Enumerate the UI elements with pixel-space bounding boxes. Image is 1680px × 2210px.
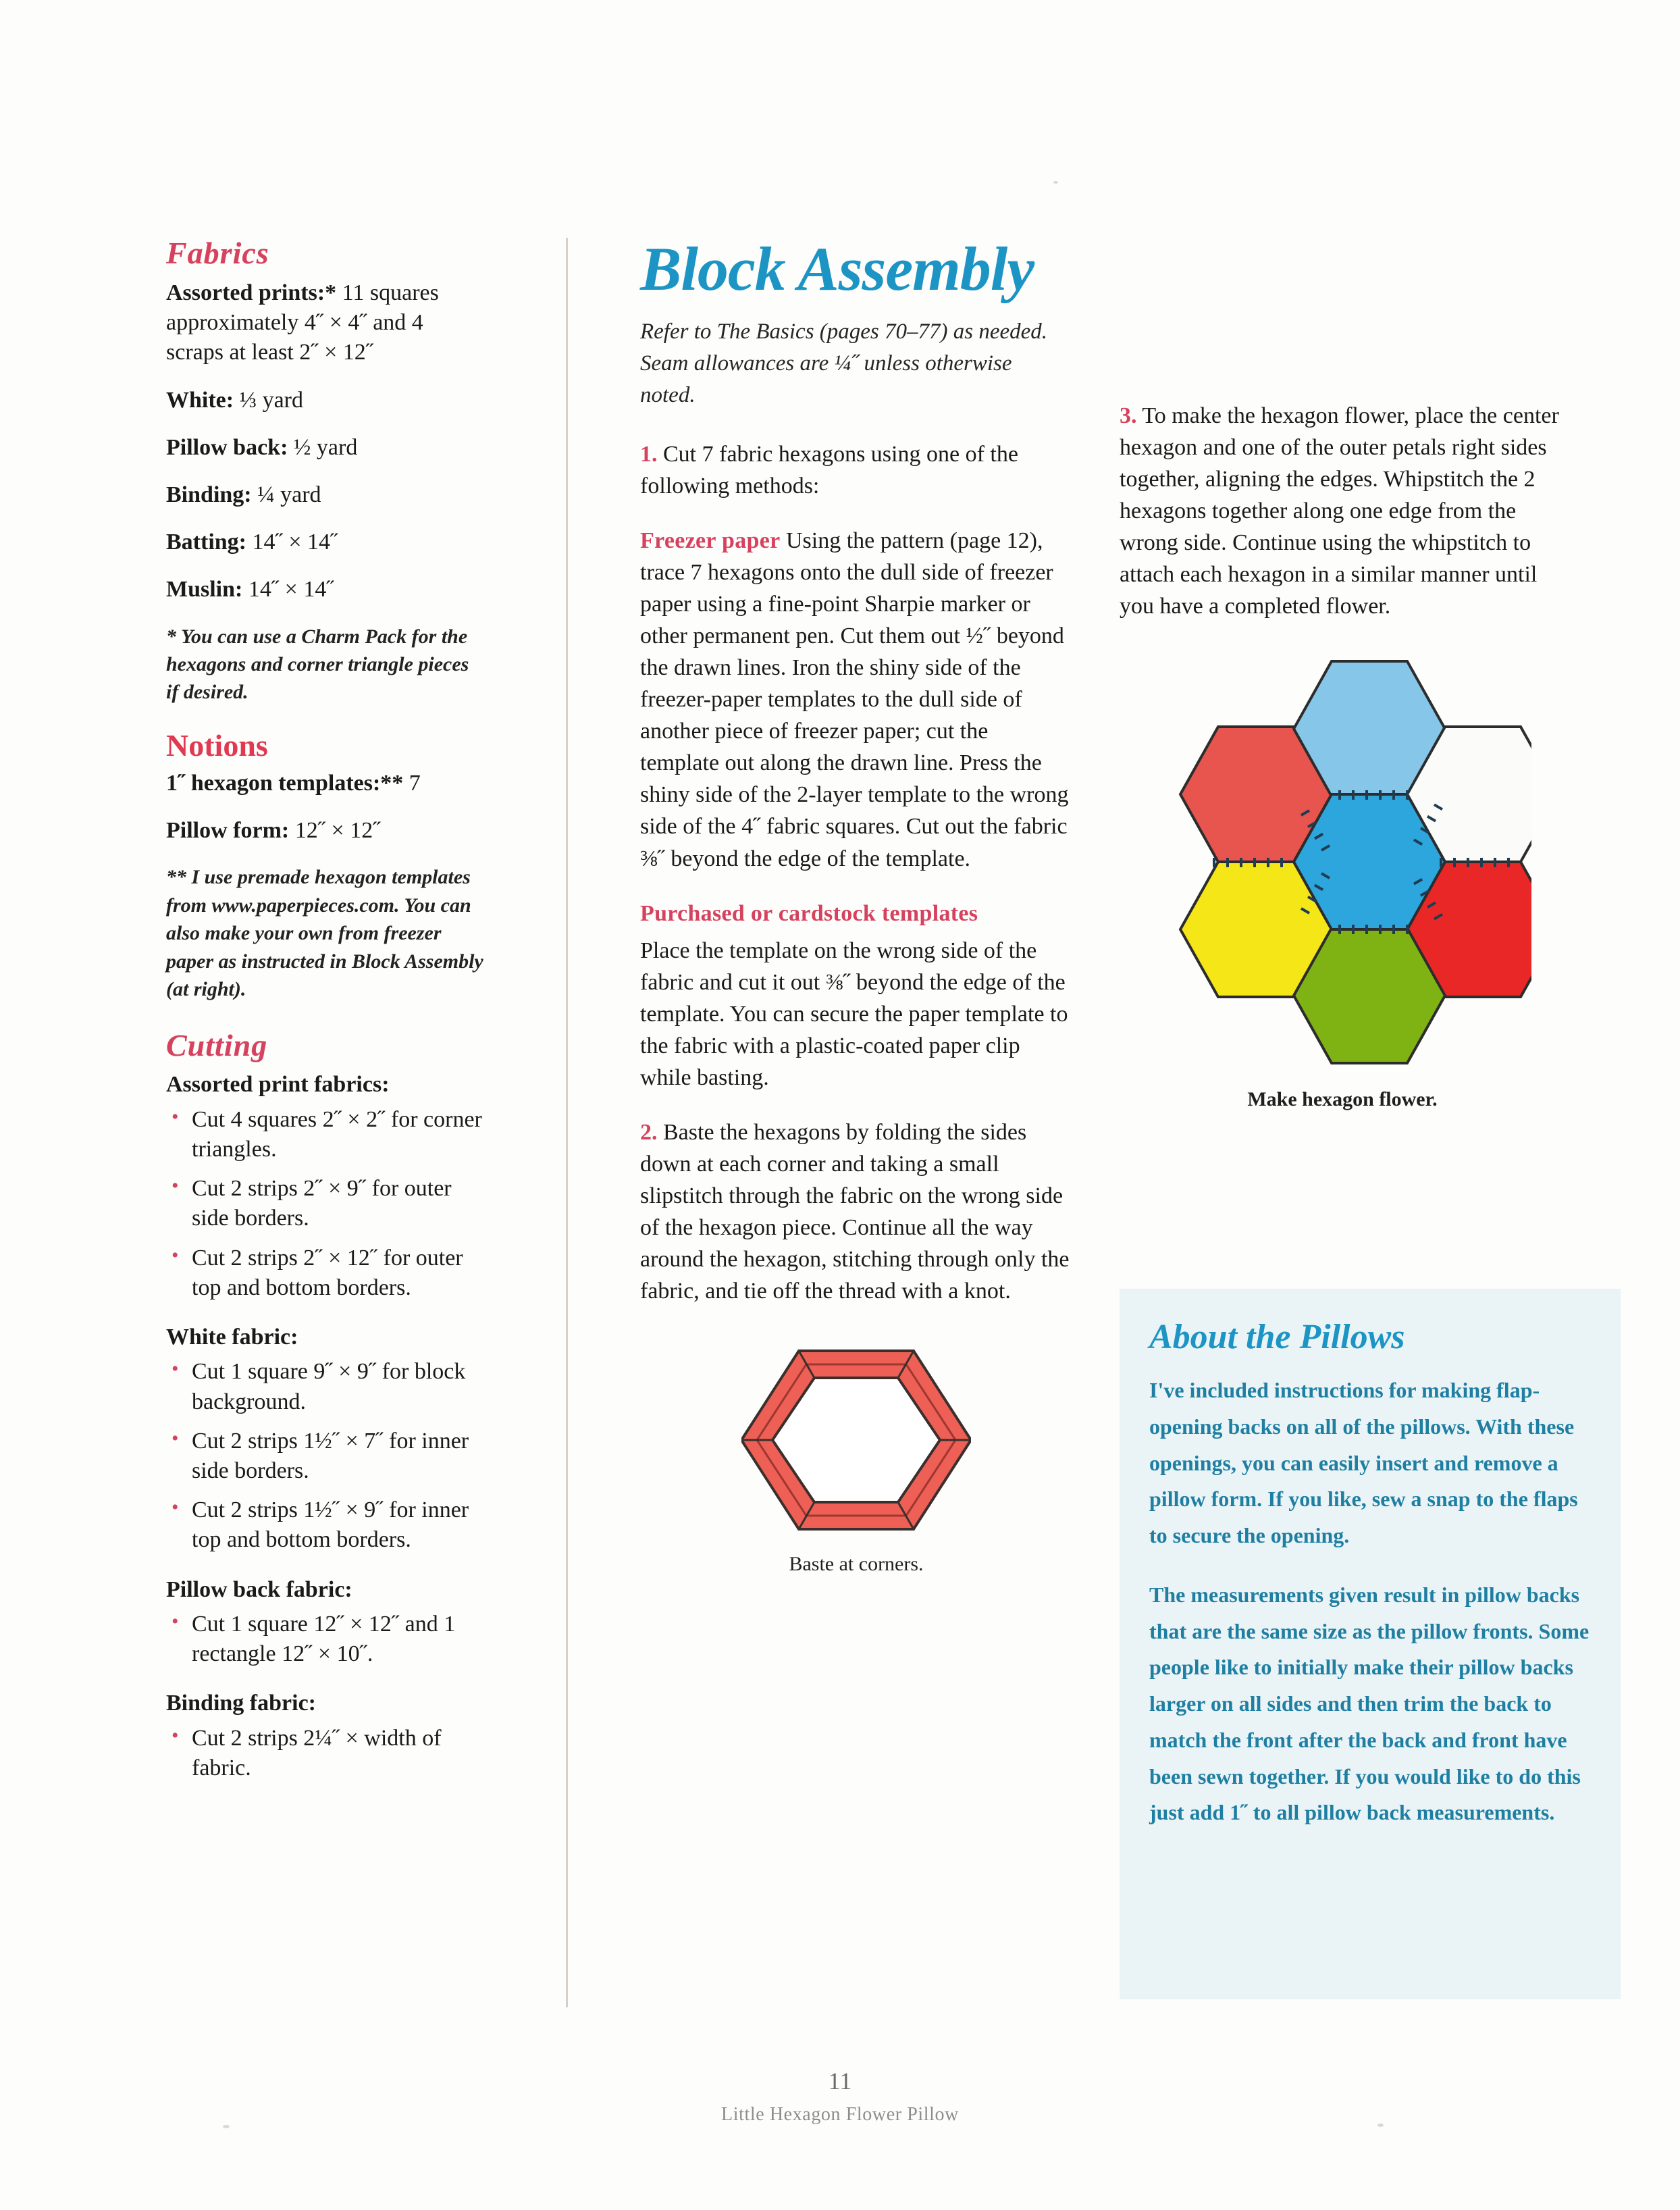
step-number: 2. xyxy=(640,1120,658,1146)
baste-figure-caption: Baste at corners. xyxy=(789,1552,924,1575)
notion-label: 1˝ hexagon templates:** xyxy=(166,770,404,796)
cutting-item: • Cut 2 strips 2¼˝ × width of fabric. xyxy=(166,1724,483,1783)
fabric-item xyxy=(166,433,483,463)
page-footer xyxy=(0,2067,1680,2126)
cutting-item: • Cut 2 strips 1½˝ × 7˝ for inner side borders. xyxy=(166,1427,483,1486)
notions-heading: Notions xyxy=(166,727,268,763)
cutting-list xyxy=(166,1357,483,1555)
fabric-item xyxy=(166,528,483,557)
hexagon-flower-figure xyxy=(1120,658,1565,1111)
notion-item xyxy=(166,816,483,846)
fabric-label: White: xyxy=(166,387,234,413)
flower-figure-caption: Make hexagon flower. xyxy=(1247,1087,1438,1110)
fabric-value: ½ yard xyxy=(288,434,358,460)
paper-speck xyxy=(1053,181,1058,184)
page-title: Block Assembly xyxy=(640,234,1034,303)
about-paragraph: The measurements given result in pillow backs that are the same size as the pillow fronts. Some people like to initially make their pillow backs larger on all sides and then trim the back to match the front after the back and front have been sewn together. If you would like to do this just add 1˝ to all pillow back measurements. xyxy=(1149,1582,1590,1825)
cutting-item: • Cut 2 strips 2˝ × 12˝ for outer top and bottom borders. xyxy=(166,1243,483,1303)
cutting-item: • Cut 2 strips 2˝ × 9˝ for outer side borders. xyxy=(166,1174,483,1233)
step3-column xyxy=(1120,400,1565,1111)
cutting-item: • Cut 4 squares 2˝ × 2˝ for corner triangles. xyxy=(166,1105,483,1164)
step-3 xyxy=(1120,400,1565,623)
method-freezer-paper xyxy=(640,525,1072,875)
cutting-group-title: Binding fabric: xyxy=(166,1691,316,1716)
cutting-list xyxy=(166,1105,483,1303)
notion-label: Pillow form: xyxy=(166,818,290,844)
cutting-group-title: Assorted print fabrics: xyxy=(166,1072,390,1098)
block-assembly-column xyxy=(640,234,1072,1576)
step-1 xyxy=(640,438,1072,502)
column-divider xyxy=(566,238,568,2007)
baste-figure xyxy=(640,1339,1072,1576)
fabric-item xyxy=(166,480,483,510)
about-the-pillows-box xyxy=(1120,1289,1621,1999)
fabric-value: 14˝ × 14˝ xyxy=(246,530,338,555)
fabric-value: 14˝ × 14˝ xyxy=(242,577,334,602)
page-number: 11 xyxy=(828,2067,852,2095)
fabric-label: Muslin: xyxy=(166,577,243,602)
step-2 xyxy=(640,1116,1072,1307)
method-purchased-text: Place the template on the wrong side of the fabric and cut it out ⅜˝ beyond the edge of the template. You can secure the paper template to the fabric with a plastic-coated paper clip while basting. xyxy=(640,937,1068,1090)
cutting-item: • Cut 1 square 9˝ × 9˝ for block background. xyxy=(166,1357,483,1416)
notion-value: 7 xyxy=(403,770,421,796)
step-text: To make the hexagon flower, place the center hexagon and one of the outer petals right sides together, aligning the edges. Whipstitch the 2 hexagons together along one edge from the wrong side. Continue using the whipstitch to attach each hexagon in a similar manner until you have a completed flower. xyxy=(1120,403,1559,619)
fabrics-heading: Fabrics xyxy=(166,236,269,270)
method-label: Freezer paper xyxy=(640,528,781,553)
cutting-item: • Cut 2 strips 1½˝ × 9˝ for inner top and bottom borders. xyxy=(166,1495,483,1555)
notion-value: 12˝ × 12˝ xyxy=(289,818,381,844)
cutting-heading: Cutting xyxy=(166,1028,268,1063)
fabric-value: ⅓ yard xyxy=(234,387,304,413)
cutting-group-title: White fabric: xyxy=(166,1324,298,1350)
baste-hexagon-illustration xyxy=(741,1339,971,1541)
cutting-item: • Cut 1 square 12˝ × 12˝ and 1 rectangle 12˝ × 10˝. xyxy=(166,1610,483,1669)
hexagon-flower-illustration xyxy=(1153,658,1531,1077)
step-text: Cut 7 fabric hexagons using one of the following methods: xyxy=(640,441,1018,498)
step-number: 3. xyxy=(1120,403,1137,428)
cutting-list xyxy=(166,1724,483,1783)
fabric-label: Binding: xyxy=(166,482,252,507)
method-text: Using the pattern (page 12), trace 7 hexagons onto the dull side of freezer paper using a fine-point Sharpie marker or other permanent pen. Cut them out ½˝ beyond the drawn lines. Iron the shiny side of the freezer-paper templates to the dull side of another piece of freezer paper; cut the template out along the drawn line. Press the shiny side of the 2-layer template to the wrong side of the 4˝ fabric squares. Cut out the fabric ⅜˝ beyond the edge of the template. xyxy=(640,528,1069,871)
method-label: Purchased or cardstock templates xyxy=(640,900,978,926)
fabrics-footnote: * You can use a Charm Pack for the hexagons and corner triangle pieces if desired. xyxy=(166,625,469,704)
notions-footnote: ** I use premade hexagon templates from www.paperpieces.com. You can also make your own from freezer paper as instructed in Block Assembly (at right). xyxy=(166,866,483,1000)
step-text: Baste the hexagons by folding the sides down at each corner and taking a small slipstitch through the fabric on the wrong side of the hexagon piece. Continue all the way around the hexagon, stitching through only the fabric, and tie off the thread with a knot. xyxy=(640,1120,1070,1304)
cutting-list xyxy=(166,1610,483,1669)
about-paragraph: I've included instructions for making flap-opening backs on all of the pillows. With these openings, you can easily insert and remove a pillow form. If you like, sew a snap to the flaps to secure the opening. xyxy=(1149,1378,1578,1547)
fabric-item xyxy=(166,386,483,415)
assembly-intro: Refer to The Basics (pages 70–77) as needed. Seam allowances are ¼˝ unless otherwise noted. xyxy=(640,319,1048,407)
about-box-title: About the Pillows xyxy=(1149,1318,1405,1356)
cutting-group-title: Pillow back fabric: xyxy=(166,1576,352,1602)
fabric-value: 11 squares approximately 4˝ × 4˝ and 4 scraps at least 2˝ × 12˝ xyxy=(166,280,439,365)
fabric-item xyxy=(166,278,483,368)
materials-column xyxy=(166,238,483,1793)
fabric-item xyxy=(166,575,483,605)
notion-item xyxy=(166,769,483,798)
fabric-label: Batting: xyxy=(166,530,246,555)
fabric-label: Pillow back: xyxy=(166,434,288,460)
fabric-value: ¼ yard xyxy=(251,482,321,507)
running-title: Little Hexagon Flower Pillow xyxy=(721,2104,959,2126)
fabric-label: Assorted prints:* xyxy=(166,280,337,305)
step-number: 1. xyxy=(640,441,658,467)
method-purchased-templates xyxy=(640,898,1072,929)
